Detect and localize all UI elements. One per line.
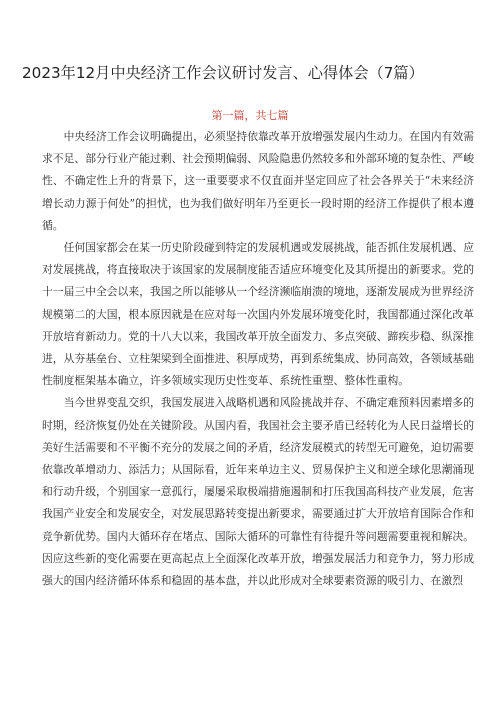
paragraph: 当今世界变乱交织，我国发展进入战略机遇和风险挑战并存、不确定难预料因素增多的时期，经济恢复仍处在关键阶段。从国内看，我国社会主要矛盾已经转化为人民日益增长的美好生活需要和不平衡不充分的发展之间的矛盾，经济发展模式的转型无可避免，迫切需要依靠改革增动力、添活力；从国际看，近年来单边主义、贸易保护主义和逆全球化思潮涌现和行动升级，个别国家一意孤行，屡屡采取极端措施遏制和打压我国高科技产业发展，危害我国产业安全和发展安全，对发展思路转变提出新要求，需要通过扩大开放培育国际合作和竞争新优势。国内大循环存在堵点、国际大循环的可靠性有待提升等问题需要重视和解决。因应这些新的变化需要在更高起点上全面深化改革开放，增强发展活力和竞争力，努力形成强大的国内经济循环体系和稳固的基本盘，并以此形成对全球要素资源的吸引力、在激烈	[42, 396, 474, 588]
paragraph: 中央经济工作会议明确提出，必须坚持依靠改革开放增强发展内生动力。在国内有效需求不足、部分行业产能过剩、社会预期偏弱、风险隐患仍然较多和外部环境的复杂性、严峻性、不确定性上升的背景下，这一重要要求不仅直面并坚定回应了社会各界关于“未来经济增长动力源于何处”的担忧，也为我们做好明年乃至更长一段时期的经济工作提供了根本遵循。	[42, 130, 474, 232]
document-body	[42, 126, 474, 592]
paragraph: 任何国家都会在某一历史阶段碰到特定的发展机遇或发展挑战，能否抓住发展机遇、应对发展挑战，将直接取决于该国家的发展制度能否适应环境变化及其所提出的新要求。党的十一届三中全会以来，我国之所以能够从一个经济濒临崩溃的境地，逐渐发展成为世界经济规模第二的大国，根本原因就是在应对每一次国内外发展环境变化时，我国都通过深化改革开放培育新动力。党的十八大以来，我国改革开放全面发力、多点突破、蹄疾步稳、纵深推进，从夯基垒台、立柱架梁到全面推进、积厚成势，再到系统集成、协同高效，各领域基础性制度框架基本确立，许多领域实现历史性变革、系统性重塑、整体性重构。	[42, 241, 474, 388]
document-title: 2023年12月中央经济工作会议研讨发言、心得体会（7篇）	[22, 64, 424, 82]
section-heading: 第一篇，共七篇	[211, 109, 289, 122]
